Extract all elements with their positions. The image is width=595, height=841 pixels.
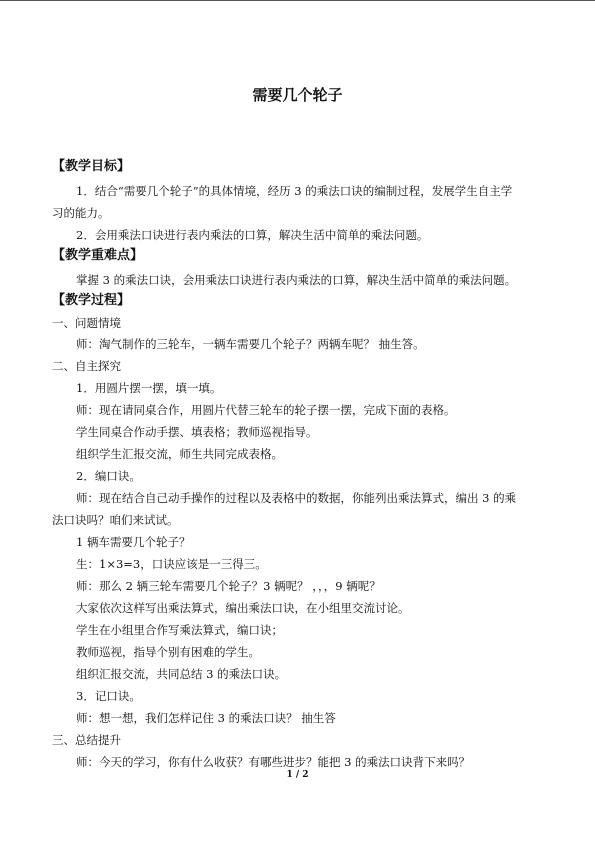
process-line: 师：今天的学习，你有什么收获？有哪些进步？能把 3 的乘法口诀背下来吗？ xyxy=(76,755,471,769)
process-line: 组织学生汇报交流，师生共同完成表格。 xyxy=(76,447,283,461)
page-number: 1 / 2 xyxy=(286,770,309,780)
process-line: 3．记口诀。 xyxy=(76,689,141,703)
process-line: 师：那么 2 辆三轮车需要几个轮子？3 辆呢？ ，，，9 辆呢？ xyxy=(76,579,381,593)
process-part-2-title: 二、自主探究 xyxy=(52,359,121,373)
page-title: 需要几个轮子 xyxy=(252,86,343,104)
page-top-rule xyxy=(0,0,595,1)
process-line: 教师巡视，指导个别有困难的学生。 xyxy=(76,645,260,659)
process-heading: 【教学过程】 xyxy=(52,293,131,308)
process-part-1-title: 一、问题情境 xyxy=(52,316,121,330)
process-part-3-title: 三、总结提升 xyxy=(52,733,121,747)
goal-1-line-1: 1．结合“需要几个轮子”的具体情境，经历 3 的乘法口诀的编制过程，发展学生自主学 xyxy=(76,184,513,198)
process-line: 师：现在结合自己动手操作的过程以及表格中的数据，你能列出乘法算式，编出 3 的乘 xyxy=(76,491,517,505)
process-line: 2．编口诀。 xyxy=(76,469,141,483)
key-heading: 【教学重难点】 xyxy=(52,248,144,263)
key-text: 掌握 3 的乘法口诀，会用乘法口诀进行表内乘法的口算，解决生活中简单的乘法问题。 xyxy=(76,273,517,287)
goal-2: 2．会用乘法口诀进行表内乘法的口算，解决生活中简单的乘法问题。 xyxy=(76,228,429,242)
goals-heading: 【教学目标】 xyxy=(52,159,131,174)
process-line: 师：想一想，我们怎样记住 3 的乘法口诀？ 抽生答 xyxy=(76,711,336,725)
process-line: 组织汇报交流，共同总结 3 的乘法口诀。 xyxy=(76,667,287,681)
process-line: 大家依次这样写出乘法算式，编出乘法口诀，在小组里交流讨论。 xyxy=(76,601,410,615)
process-line: 学生在小组里合作写乘法算式，编口诀； xyxy=(76,623,283,637)
process-line: 学生同桌合作动手摆、填表格；教师巡视指导。 xyxy=(76,425,318,439)
process-line: 师：现在请同桌合作，用圆片代替三轮车的轮子摆一摆，完成下面的表格。 xyxy=(76,403,456,417)
process-line: 1 辆车需要几个轮子？ xyxy=(76,535,191,549)
process-line: 师：淘气制作的三轮车，一辆车需要几个轮子？两辆车呢？ 抽生答。 xyxy=(76,337,425,351)
goal-1-line-2: 习的能力。 xyxy=(52,206,110,220)
process-line: 生：1×3=3，口诀应该是一三得三。 xyxy=(76,557,267,571)
process-line: 1．用圆片摆一摆，填一填。 xyxy=(76,381,222,395)
process-line: 法口诀吗？咱们来试试。 xyxy=(52,513,179,527)
